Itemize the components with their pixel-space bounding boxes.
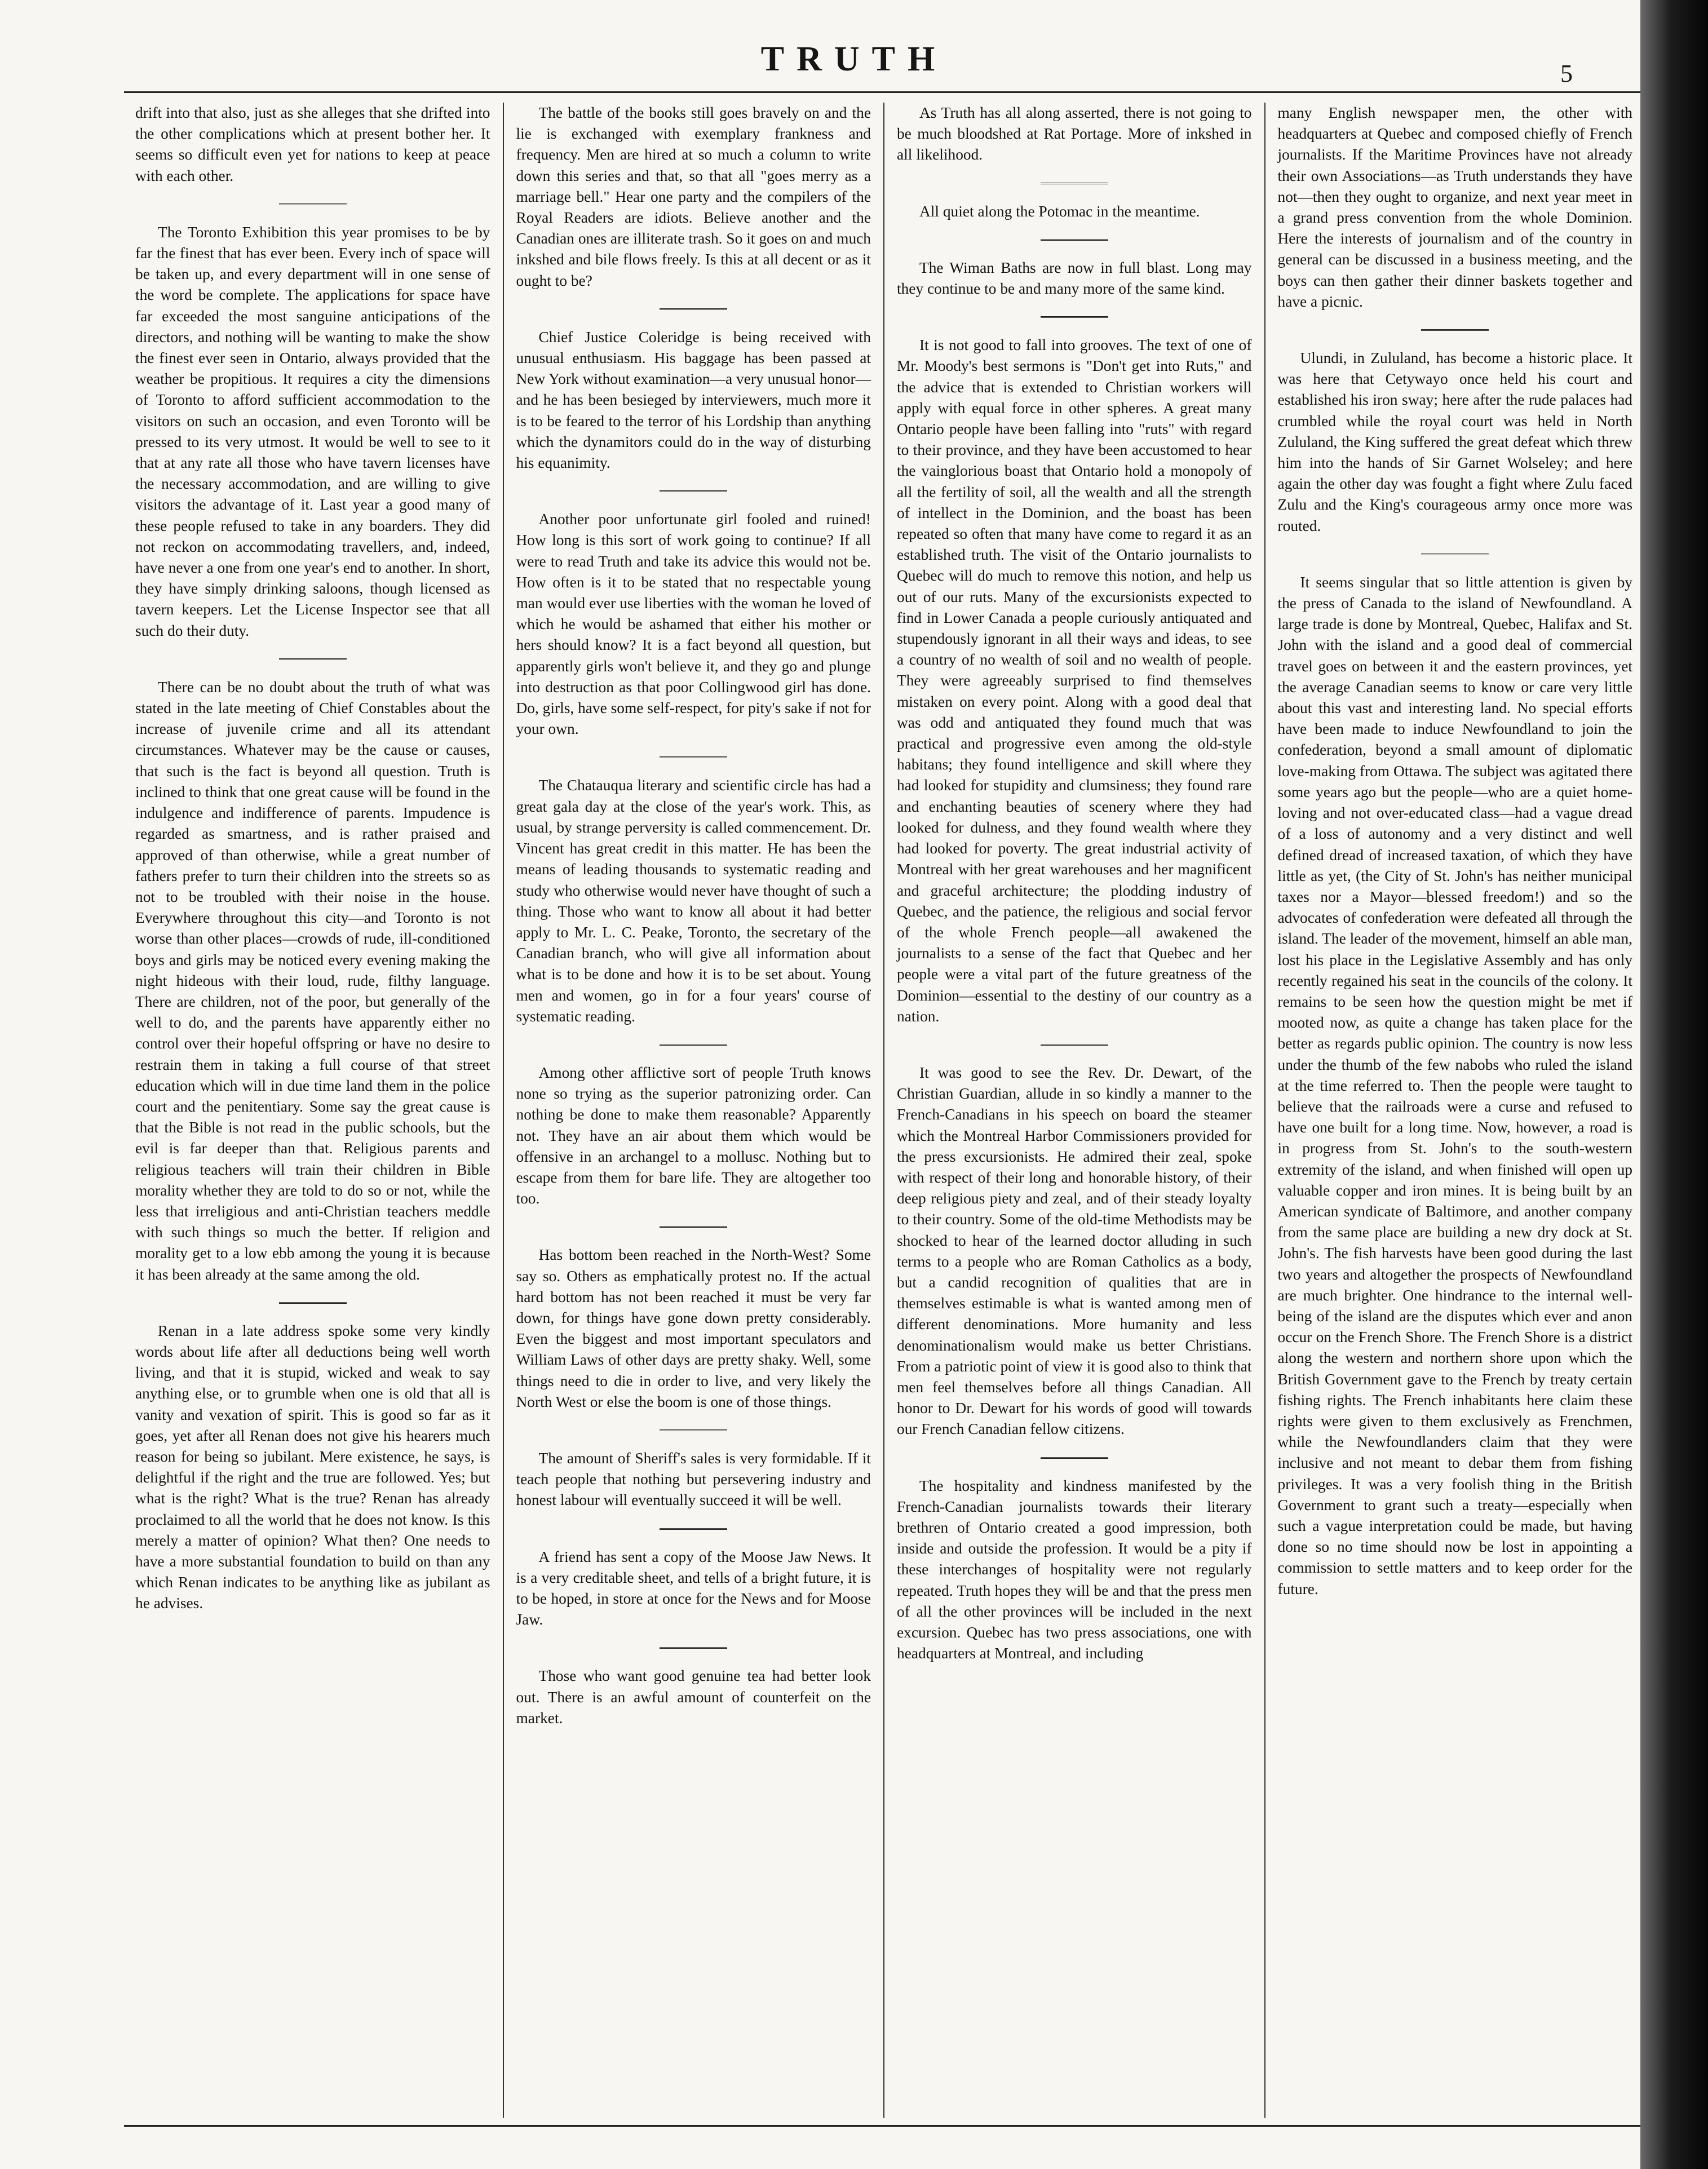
- article-paragraph: Chief Justice Coleridge is being received with unusual enthusiasm. His baggage has been passed at New York without examination—a very unusual honor—and he has been besieged by interviewers, much more it is to be feared to the terror of his Lordship than anything which the dynamitors could do in the way of disturbing his equanimity.: [516, 328, 871, 472]
- article-paragraph: As Truth has all along asserted, there is not going to be much bloodshed at Rat Portage. More of inkshed in all likelihood.: [897, 104, 1252, 163]
- article-paragraph: The Wiman Baths are now in full blast. Long may they continue to be and many more of the same kind.: [897, 259, 1252, 298]
- article-paragraph: many English newspaper men, the other with headquarters at Quebec and composed chiefly of French journalists. If the Maritime Provinces have not already their own Associations—as Truth understands they have not—then they ought to organize, and next year meet in a grand press convention from the whole Dominion. Here the interests of journalism and of the country in general can be discussed in a business meeting, and the boys can then gather their dinner baskets together and have a picnic.: [1277, 104, 1632, 310]
- column-3: [883, 103, 1264, 2118]
- article-paragraph: It is not good to fall into grooves. The text of one of Mr. Moody's best sermons is "Don't get into Ruts," and the advice that is extended to Christian workers will apply with equal force in other spheres. A great many Ontario people have been falling into "ruts" with regard to their province, and they have been accustomed to hear the vainglorious boast that Ontario hold a monopoly of all the fertility of soil, all the wealth and all the strength of intellect in the Dominion, and the boast has been repeated so often that many have come to regard it as an established truth. The visit of the Ontario journalists to Quebec will do much to remove this notion, and help us out of our ruts. Many of the excursionists expected to find in Lower Canada a people curiously antiquated and stupendously ignorant in all their ways and ideas, to see a country of no wealth of soil and no wealth of people. They were agreeably surprised to find themselves mistaken on every point. Along with a good deal that was odd and antiquated they found much that was practical and progressive even among the old-style habitans; they found intelligence and skill where they had looked for stupidity and clumsiness; they found rare and enchanting beauties of scenery where they had looked for dulness, and they found wealth where they had looked for poverty. The great industrial activity of Montreal with her great warehouses and her magnificent and graceful architecture; the plodding industry of Quebec, and the patience, the religious and social fervor of the whole French people—all awakened the journalists to a sense of the fact that Quebec and her people were a vital part of the future greatness of the Dominion—essential to the destiny of our country as a nation.: [897, 337, 1252, 1025]
- article-paragraph: There can be no doubt about the truth of what was stated in the late meeting of Chief Constables about the increase of juvenile crime and all its attendant circumstances. Whatever may be the cause or causes, that such is the fact is beyond all question. Truth is inclined to think that one great cause will be found in the indulgence and indifference of parents. Impudence is regarded as smartness, and is rather praised and approved of than otherwise, while a great number of fathers prefer to turn their children into the streets so as not to be troubled with their noise in the house. Everywhere throughout this city—and Toronto is not worse than other places—crowds of rude, ill-conditioned boys and girls may be noticed every evening making the night hideous with their loud, rude, filthy language. There are children, not of the poor, but generally of the well to do, and the parents have apparently either no control over their hopeful offspring or have no desire to restrain them in taking a full course of that street education which will in due time land them in the police court and the penitentiary. Some say the great cause is that the Bible is not read in the public schools, but the evil is far deeper than that. Religious parents and religious teachers will train their children in Bible morality whether they are told to do so or not, while the less that irreligious and anti-Christian teachers meddle with such things so much the better. If religion and morality get to a low ebb among the young it is because it has been already at the same among the old.: [135, 678, 490, 1283]
- column-1: [123, 103, 503, 2118]
- section-separator: [660, 1528, 727, 1530]
- article-paragraph: It was good to see the Rev. Dr. Dewart, of the Christian Guardian, allude in so kindly a manner to the French-Canadians in his speech on board the steamer which the Montreal Harbor Commissioners provided for the press excursionists. He admired their zeal, spoke with respect of their long and honorable history, of their deep religious piety and zeal, and of their steady loyalty to their country. Some of the old-time Methodists may be shocked to hear of the learned doctor alluding in such terms to a people who are Roman Catholics as a body, but a candid recognition of qualities that are in themselves estimable is what is wanted among men of different denominations. More humanity and less denominationalism would make us better Christians. From a patriotic point of view it is good also to think that men feel themselves before all things Canadian. All honor to Dr. Dewart for his words of good will towards our French Canadian fellow citizens.: [897, 1064, 1252, 1438]
- section-separator: [279, 658, 347, 660]
- article-paragraph: Another poor unfortunate girl fooled and ruined! How long is this sort of work going to continue? If all were to read Truth and take its advice this would not be. How often is it to be stated that no respectable young man would ever use liberties with the woman he loved of which he would be ashamed that either his mother or hers should know? It is a fact beyond all question, but apparently girls won't believe it, and they go and plunge into destruction as that poor Collingwood girl has done. Do, girls, have some self-respect, for pity's sake if not for your own.: [516, 511, 871, 738]
- article-paragraph: Ulundi, in Zululand, has become a historic place. It was here that Cetywayo once held his court and established his iron sway; here after the rude palaces had crumbled while the royal court was held in North Zululand, the King suffered the great defeat which threw him into the hands of Sir Garnet Wolseley; and here again the other day was fought a fight where Zulu faced Zulu and the King's courageous army once more was routed.: [1277, 349, 1632, 534]
- article-paragraph: Renan in a late address spoke some very kindly words about life after all deductions being well worth living, and that it is stupid, wicked and weak to say anything else, or to grumble when one is old that all is vanity and vexation of spirit. This is good so far as it goes, yet after all Renan does not give his hearers much reason for being so jubilant. Mere existence, he says, is delightful if the right and the true are followed. Yes; but what is the right? What is the true? Renan has already proclaimed to all the world that he does not know. Is this merely a matter of opinion? What then? One needs to have a more substantial foundation to build on than any which Renan indicates to be anything like as jubilant as he advises.: [135, 1322, 490, 1612]
- section-separator: [1041, 183, 1108, 184]
- article-paragraph: Among other afflictive sort of people Truth knows none so trying as the superior patronizing order. Can nothing be done to make them reasonable? Apparently not. They have an air about them which would be offensive in an archangel to a mollusc. Nothing but to escape from them for bare life. They are altogether too too.: [516, 1064, 871, 1207]
- page-header: [0, 0, 1708, 96]
- article-paragraph: A friend has sent a copy of the Moose Jaw News. It is a very creditable sheet, and tells of a bright future, it is to be hoped, in store at once for the News and for Moose Jaw.: [516, 1548, 871, 1628]
- section-separator: [660, 1429, 727, 1431]
- section-separator: [1041, 239, 1108, 241]
- page-number: 5: [1560, 60, 1573, 87]
- article-paragraph: The amount of Sheriff's sales is very formidable. If it teach people that nothing but persevering industry and honest labour will eventually succeed it will be well.: [516, 1449, 871, 1509]
- section-separator: [1041, 316, 1108, 318]
- section-separator: [279, 203, 347, 205]
- article-paragraph: It seems singular that so little attention is given by the press of Canada to the island of Newfoundland. A large trade is done by Montreal, Quebec, Halifax and St. John with the island and a good deal of commercial travel goes on between it and the eastern provinces, yet the average Canadian seems to know or care very little about this vast and interesting land. No special efforts have been made to induce Newfoundland to join the confederation, beyond a small amount of diplomatic love-making from Ottawa. The subject was agitated there some years ago but the people—who are a quiet home-loving and not over-educated class—had a vague dread of a loss of autonomy and a very distinct and well defined dread of increased taxation, of which they have little as yet, (the City of St. John's has neither municipal taxes nor a Mayor—blessed freedom!) and so the advocates of confederation were defeated all through the island. The leader of the movement, himself an able man, lost his place in the Legislative Assembly and has only recently regained his seat in the councils of the colony. It remains to be seen how the question might be met if mooted now, as quite a change has taken place for the better as regards public opinion. The country is now less under the thumb of the few nabobs who ruled the island at the time referred to. Then the people were taught to believe that the railroads were a curse and refused to have one built for a long time. Now, however, a road is in progress from St. John's to the south-western extremity of the island, and when finished will open up valuable copper and iron mines. It is being built by an American syndicate of Baltimore, and another company from the same place are building a new dry dock at St. John's. The fish harvests have been good during the last two years and altogether the prospects of Newfoundland are much brighter. One hindrance to the internal well-being of the island are the disputes which ever and anon occur on the French Shore. The French Shore is a district along the western and northern shore upon which the British Government gave to the French by treaty certain fishing rights. The French inhabitants here claim these rights were given to them exclusively as Frenchmen, while the Newfoundlanders claim that they were inclusive and not meant to debar them from fishing privileges. It was a very foolish thing in the British Government to grant such a treaty—especially when such a vague interpretation could be made, but having done so no time should now be lost in appointing a commission to settle matters and to keep order for the future.: [1277, 573, 1632, 1597]
- masthead-title: TRUTH: [760, 40, 948, 78]
- article-paragraph: The Chatauqua literary and scientific circle has had a great gala day at the close of the year's work. This, as usual, by strange perversity is called commencement. Dr. Vincent has great credit in this matter. He has been the means of leading thousands to systematic reading and study who otherwise would never have thought of such a thing. Those who want to know all about it had better apply to Mr. L. C. Peake, Toronto, the secretary of the Canadian branch, who will give all information about what is to be done and how it is to be set about. Young men and women, go in for a four years' course of systematic reading.: [516, 777, 871, 1025]
- article-paragraph: The Toronto Exhibition this year promises to be by far the finest that has ever been. Every inch of space will be taken up, and every department will in one sense of the word be complete. The applications for space have far exceeded the most sanguine anticipations of the directors, and nothing will be wanting to make the show the finest ever seen in Ontario, always provided that the weather be propitious. It requires a city the dimensions of Toronto to afford sufficient accommodation to the visitors on such an occasion, and even Toronto will be pressed to its very utmost. It would be well to see to it that at any rate all those who have tavern licenses have the necessary accommodation, and are willing to give visitors the advantage of it. Last year a good many of these people refused to take in any boarders. They did not reckon on accommodating travellers, and, indeed, have never a one from one year's end to another. In short, they have simply drinking saloons, though licensed as tavern keepers. Let the License Inspector see that all such do their duty.: [135, 223, 490, 639]
- section-separator: [1421, 554, 1489, 555]
- section-separator: [660, 1044, 727, 1046]
- section-separator: [660, 1226, 727, 1228]
- article-paragraph: The battle of the books still goes bravely on and the lie is exchanged with exemplary frankness and frequency. Men are hired at so much a column to write down this series and that, so that all "goes merry as a marriage bell." Hear one party and the compilers of the Royal Readers are idiots. Believe another and the Canadian ones are illiterate trash. So it goes on and much inkshed and bile flows freely. Is this at all decent or as it ought to be?: [516, 104, 871, 289]
- column-2: [503, 103, 884, 2118]
- section-separator: [279, 1302, 347, 1304]
- section-separator: [660, 1647, 727, 1649]
- column-4: [1264, 103, 1645, 2118]
- article-paragraph: Those who want good genuine tea had better look out. There is an awful amount of counterfeit on the market.: [516, 1667, 871, 1727]
- header-rule: [124, 91, 1640, 93]
- section-separator: [1421, 329, 1489, 331]
- article-paragraph: Has bottom been reached in the North-West? Some say so. Others as emphatically protest no. If the actual hard bottom has not been reached it must be very far down, for things have gone down pretty considerably. Even the biggest and most important speculators and William Laws of other days are pretty shaky. Well, some things need to die in order to live, and very likely the North West or else the boom is one of those things.: [516, 1246, 871, 1410]
- article-paragraph: The hospitality and kindness manifested by the French-Canadian journalists towards their literary brethren of Ontario created a good impression, both inside and outside the profession. It would be a pity if these interchanges of hospitality were not regularly repeated. Truth hopes they will be and that the press men of all the other provinces will be included in the next excursion. Quebec has two press associations, one with headquarters at Montreal, and including: [897, 1477, 1252, 1662]
- section-separator: [660, 308, 727, 310]
- section-separator: [1041, 1044, 1108, 1046]
- article-paragraph: All quiet along the Potomac in the meantime.: [919, 202, 1200, 220]
- footer-rule: [124, 2125, 1640, 2127]
- section-separator: [660, 490, 727, 492]
- article-paragraph: drift into that also, just as she alleges that she drifted into the other complications which at present bother her. It seems so difficult even yet for nations to keep at peace with each other.: [135, 104, 490, 184]
- article-columns: [123, 103, 1645, 2118]
- section-separator: [1041, 1457, 1108, 1459]
- section-separator: [660, 756, 727, 758]
- page-edge-shadow: [1640, 0, 1708, 2169]
